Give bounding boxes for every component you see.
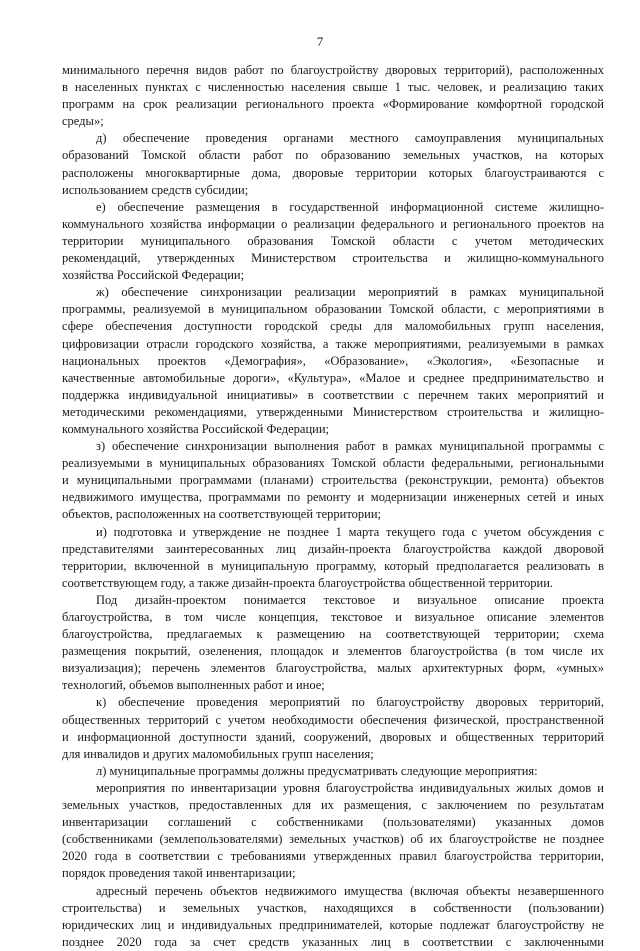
text-line: з) обеспечение синхронизации выполнения работ в рамках муниципальной программы с — [96, 439, 604, 454]
text-line: размещения покрытий, озеленения, площадок и элементов благоустройства (в том числе их — [62, 644, 604, 659]
text-line: недвижимого имущества, программами по ремонту и модернизации инженерных сетей и иных — [62, 490, 604, 505]
page-number: 7 — [316, 34, 324, 49]
text-line: (собственниками (землепользователями) земельных участков) об их благоустройстве не позднее — [62, 832, 604, 847]
text-line: минимального перечня видов работ по благоустройству дворовых территорий), расположенных — [62, 63, 604, 77]
text-line: технологий, объемов выполненных работ и иное; — [62, 678, 325, 693]
paragraph — [62, 130, 604, 198]
text-line: земельных участков, предоставленных для их размещения, с заключением по результатам — [62, 798, 604, 813]
paragraph — [62, 694, 604, 762]
text-line: порядок проведения такой инвентаризации; — [62, 866, 296, 881]
text-line: л) муниципальные программы должны предусматривать следующие мероприятия: — [96, 763, 538, 778]
text-line: реализуемыми в муниципальных образованиях Томской области федеральными, региональными — [62, 456, 604, 471]
text-line: рекомендаций, утвержденных Министерством строительства и жилищно-коммунального — [62, 251, 604, 266]
text-line: д) обеспечение проведения органами местного самоуправления муниципальных — [96, 131, 604, 146]
text-line: общественных территорий с учетом необходимости обеспечения физической, пространственной — [62, 712, 604, 727]
text-line: ж) обеспечение синхронизации реализации мероприятий в рамках муниципальной — [96, 285, 604, 300]
text-line: позднее 2020 года за счет средств указанных лиц в соответствии с заключенными — [62, 934, 604, 949]
text-line: программ на срок реализации регионального проекта «Формирование комфортной городской — [62, 97, 604, 112]
text-line: представителями заинтересованных лиц дизайн-проекта благоустройства каждой дворовой — [62, 541, 604, 556]
text-line: к) обеспечение проведения мероприятий по благоустройству дворовых территорий, — [96, 695, 604, 710]
text-line: хозяйства Российской Федерации; — [62, 268, 245, 283]
text-line: территории муниципального образования Томской области с учетом методических — [62, 233, 604, 248]
paragraph — [62, 524, 604, 592]
text-line: сфере обеспечения доступности городской среды для маломобильных групп населения, — [62, 319, 604, 334]
text-line: коммунального хозяйства Российской Федерации; — [62, 421, 329, 436]
text-line: соответствующем году, а также дизайн-проекта благоустройства общественной территории. — [62, 575, 554, 590]
text-line: визуализация); перечень элементов благоустройства, малых архитектурных форм, «умных» — [62, 661, 604, 676]
text-line: методическими рекомендациями, утвержденными Министерством строительства и жилищно- — [62, 404, 604, 419]
text-line: для инвалидов и других маломобильных групп населения; — [62, 746, 374, 761]
paragraph — [62, 62, 604, 130]
text-line: объектов, расположенных на соответствующей территории; — [62, 507, 382, 522]
text-line: цифровизации отрасли городского хозяйства, а также мероприятиями, реализуемыми в рамках — [62, 336, 604, 351]
text-line: расположены многоквартирные дома, дворовые территории которых благоустраиваются с — [62, 165, 604, 180]
text-line: использованием средств субсидии; — [62, 182, 249, 197]
text-line: Под дизайн-проектом понимается текстовое и визуальное описание проекта — [96, 592, 604, 607]
text-line: инвентаризации соглашений с собственниками (пользователями) указанных домов — [62, 815, 604, 830]
text-line: среды»; — [62, 114, 104, 129]
paragraph — [62, 199, 604, 284]
text-line: благоустройства, предлагаемых к размещению на соответствующей территории; схема — [62, 627, 604, 642]
paragraph — [62, 883, 604, 951]
paragraph — [62, 763, 604, 780]
text-line: качественные автомобильные дороги», «Культура», «Малое и среднее предпринимательство и — [62, 370, 604, 385]
text-line: благоустройства, в том числе концепция, текстовое и визуальное описание элементов — [62, 610, 604, 624]
text-line: программы, реализуемой в муниципальном образовании Томской области, с мероприятиями в — [62, 302, 604, 317]
text-line: строительства) и земельных участков, находящихся в собственности (пользовании) — [62, 900, 604, 915]
text-line: коммунального хозяйства информации о реализации федерального и регионального проектов на — [62, 216, 604, 231]
text-line: е) обеспечение размещения в государственной информационной системе жилищно- — [96, 199, 604, 214]
text-line: адресный перечень объектов недвижимого имущества (включая объекты незавершенного — [96, 883, 604, 898]
paragraph — [62, 438, 604, 523]
text-line: 2020 года в соответствии с требованиями утвержденных правил благоустройства территории, — [62, 849, 604, 864]
paragraph — [62, 284, 604, 438]
paragraph — [62, 592, 604, 695]
text-line: мероприятия по инвентаризации уровня благоустройства индивидуальных жилых домов и — [96, 780, 604, 795]
text-line: территории, включенной в муниципальную программу, который предполагается реализовать в — [62, 558, 604, 573]
text-line: и информационной доступности зданий, сооружений, дворовых и общественных территорий — [62, 729, 604, 744]
text-line: образований Томской области работ по образованию земельных участков, на которых — [62, 148, 604, 163]
text-line: и) подготовка и утверждение не позднее 1 марта текущего года с учетом обсуждения с — [96, 524, 604, 539]
text-line: и муниципальными программами (планами) строительства (реконструкции, ремонта) объектов — [62, 473, 604, 488]
text-line: поддержка индивидуальной инициативы» в соответствии с перечнем таких мероприятий и — [62, 387, 604, 402]
paragraph — [62, 780, 604, 883]
document-body — [62, 62, 604, 951]
text-line: юридических лиц и индивидуальных предпринимателей, которые подлежат благоустройству не — [62, 917, 604, 932]
text-line: национальных проектов «Демография», «Образование», «Экология», «Безопасные и — [62, 353, 604, 368]
text-line: в населенных пунктах с численностью населения свыше 1 тыс. человек, и реализацию таких — [62, 80, 604, 95]
